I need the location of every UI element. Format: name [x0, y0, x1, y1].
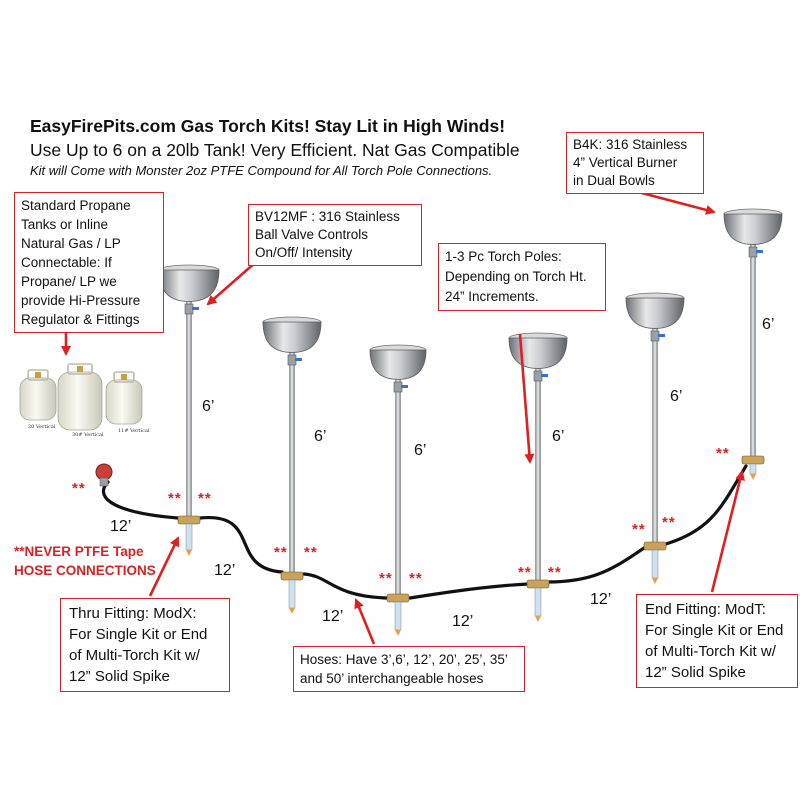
torch-poles-callout — [438, 243, 606, 311]
torch-pole — [396, 374, 401, 598]
callout-line: Depending on Torch Ht. — [445, 269, 587, 284]
pole-height-label: 6’ — [202, 398, 215, 415]
callout-line: Tanks or Inline — [21, 217, 109, 232]
burner-bowl — [370, 350, 426, 379]
ball-valve — [651, 331, 659, 341]
ball-valve — [185, 304, 193, 314]
tank-label: 20 Vertical — [28, 424, 56, 430]
gas-hose — [304, 574, 386, 598]
connection-mark: ** — [274, 544, 288, 561]
hose-length-label: 12’ — [110, 518, 132, 535]
callout-line: and 50’ interchangeable hoses — [300, 671, 484, 686]
callout-line: Connectable: If — [21, 255, 112, 270]
torch-pole — [536, 363, 541, 584]
callout-line: Ball Valve Controls — [255, 227, 369, 242]
callout-line: For Single Kit or End — [69, 626, 208, 643]
tank-valve — [121, 374, 127, 380]
valve-handle — [541, 374, 548, 377]
connection-mark: ** — [379, 570, 393, 587]
burner-bowl — [724, 214, 782, 244]
tank-label: 11# Vertical — [118, 428, 150, 434]
regulator-fitting — [100, 478, 108, 486]
valve-handle — [295, 358, 302, 361]
ptfe-tape-warning — [14, 542, 156, 580]
gas-torch — [724, 209, 782, 480]
callout-line: Propane/ LP we — [21, 274, 117, 289]
torch-fitting — [527, 580, 549, 588]
callout-line: Standard Propane — [21, 198, 131, 213]
torch-pole — [187, 296, 192, 520]
hose-length-label: 12’ — [214, 562, 236, 579]
callout-line: On/Off/ Intensity — [255, 245, 353, 260]
ball-valve — [749, 247, 757, 257]
callout-line: Natural Gas / LP — [21, 236, 121, 251]
connection-mark: ** — [548, 564, 562, 581]
tank-body — [106, 380, 142, 424]
callout-arrow — [638, 192, 714, 212]
gas-hose — [103, 482, 178, 518]
callout-line: provide Hi-Pressure — [21, 293, 141, 308]
end-fitting-callout — [636, 594, 798, 688]
ball-valve-callout — [248, 204, 422, 266]
regulator-body — [96, 464, 112, 480]
hose-length-label: 12’ — [452, 613, 474, 630]
pole-height-label: 6’ — [670, 388, 683, 405]
torch-fitting — [178, 516, 200, 524]
tank-body — [58, 372, 102, 430]
torch-fitting — [387, 594, 409, 602]
ground-spike — [395, 602, 401, 630]
connection-mark: ** — [662, 514, 676, 531]
diagram-note: Kit will Come with Monster 2oz PTFE Compound for All Torch Pole Connections. — [30, 163, 493, 178]
callout-line: End Fitting: ModT: — [645, 601, 766, 618]
ground-spike — [186, 524, 192, 550]
diagram-subtitle: Use Up to 6 on a 20lb Tank! Very Efficient. Nat Gas Compatible — [30, 140, 520, 160]
ball-valve — [288, 355, 296, 365]
connection-mark: ** — [716, 445, 730, 462]
callout-line: Regulator & Fittings — [21, 312, 140, 327]
callout-line: BV12MF : 316 Stainless — [255, 209, 400, 224]
hose-length-label: 12’ — [590, 591, 612, 608]
torch-fitting — [644, 542, 666, 550]
pole-height-label: 6’ — [314, 428, 327, 445]
callout-line: 1-3 Pc Torch Poles: — [445, 249, 562, 264]
hoses-callout — [293, 646, 525, 692]
diagram-title: EasyFirePits.com Gas Torch Kits! Stay Lit in High Winds! — [30, 116, 506, 136]
callout-line: 24” Increments. — [445, 289, 539, 304]
spike-tip — [535, 616, 541, 622]
valve-handle — [401, 385, 408, 388]
ground-spike — [289, 580, 295, 608]
connection-mark: ** — [304, 544, 318, 561]
ball-valve — [534, 371, 542, 381]
spike-tip — [395, 630, 401, 636]
propane-tank — [58, 364, 102, 430]
ball-valve — [394, 382, 402, 392]
burner-callout — [566, 132, 704, 194]
thru-fitting-callout — [60, 598, 230, 692]
connection-mark: ** — [518, 564, 532, 581]
burner-bowl — [263, 322, 321, 352]
torch-fitting — [281, 572, 303, 580]
burner-bowl — [159, 270, 219, 302]
gas-hose — [200, 518, 282, 572]
ground-spike — [652, 550, 658, 578]
connection-mark: ** — [168, 490, 182, 507]
burner-bowl — [626, 298, 684, 328]
callout-line: of Multi-Torch Kit w/ — [69, 647, 200, 664]
torch-fitting — [742, 456, 764, 464]
propane-tank-callout — [14, 192, 164, 333]
valve-handle — [658, 334, 665, 337]
burner-bowl — [509, 338, 567, 368]
gas-hose — [410, 584, 528, 598]
spike-tip — [186, 550, 192, 556]
callout-line: in Dual Bowls — [573, 173, 655, 188]
callout-line: Thru Fitting: ModX: — [69, 605, 197, 622]
pressure-regulator — [96, 464, 112, 486]
torch-pole — [751, 239, 756, 460]
propane-tank — [106, 372, 142, 424]
callout-line: 12” Solid Spike — [69, 668, 170, 685]
valve-handle — [192, 307, 199, 310]
callout-line: For Single Kit or End — [645, 622, 784, 639]
warning-line: **NEVER PTFE Tape — [14, 544, 144, 559]
pole-height-label: 6’ — [414, 442, 427, 459]
warning-line: HOSE CONNECTIONS — [14, 563, 156, 578]
connection-mark: ** — [72, 480, 86, 497]
connection-mark: ** — [632, 521, 646, 538]
pole-height-label: 6’ — [762, 316, 775, 333]
spike-tip — [750, 474, 756, 480]
valve-handle — [756, 250, 763, 253]
callout-arrow — [712, 472, 742, 592]
callout-line: Hoses: Have 3’,6’, 12’, 20’, 25’, 35’ — [300, 652, 508, 667]
tank-valve — [77, 366, 83, 372]
ground-spike — [750, 464, 756, 474]
spike-tip — [289, 608, 295, 614]
tank-label: 30# Vertical — [72, 432, 104, 438]
connection-mark: ** — [409, 570, 423, 587]
gas-hose — [548, 548, 644, 582]
hose-length-label: 12’ — [322, 608, 344, 625]
tank-valve — [35, 372, 41, 378]
spike-tip — [652, 578, 658, 584]
callout-line: of Multi-Torch Kit w/ — [645, 643, 776, 660]
torch-pole — [653, 323, 658, 546]
gas-torch — [370, 345, 426, 636]
callout-line: 4” Vertical Burner — [573, 155, 678, 170]
callout-line: 12” Solid Spike — [645, 664, 746, 681]
ground-spike — [535, 588, 541, 616]
tank-body — [20, 378, 56, 420]
callout-line: B4K: 316 Stainless — [573, 137, 688, 152]
connection-mark: ** — [198, 490, 212, 507]
pole-height-label: 6’ — [552, 428, 565, 445]
propane-tank — [20, 370, 56, 420]
torch-pole — [290, 347, 295, 576]
callout-arrow — [356, 600, 374, 644]
